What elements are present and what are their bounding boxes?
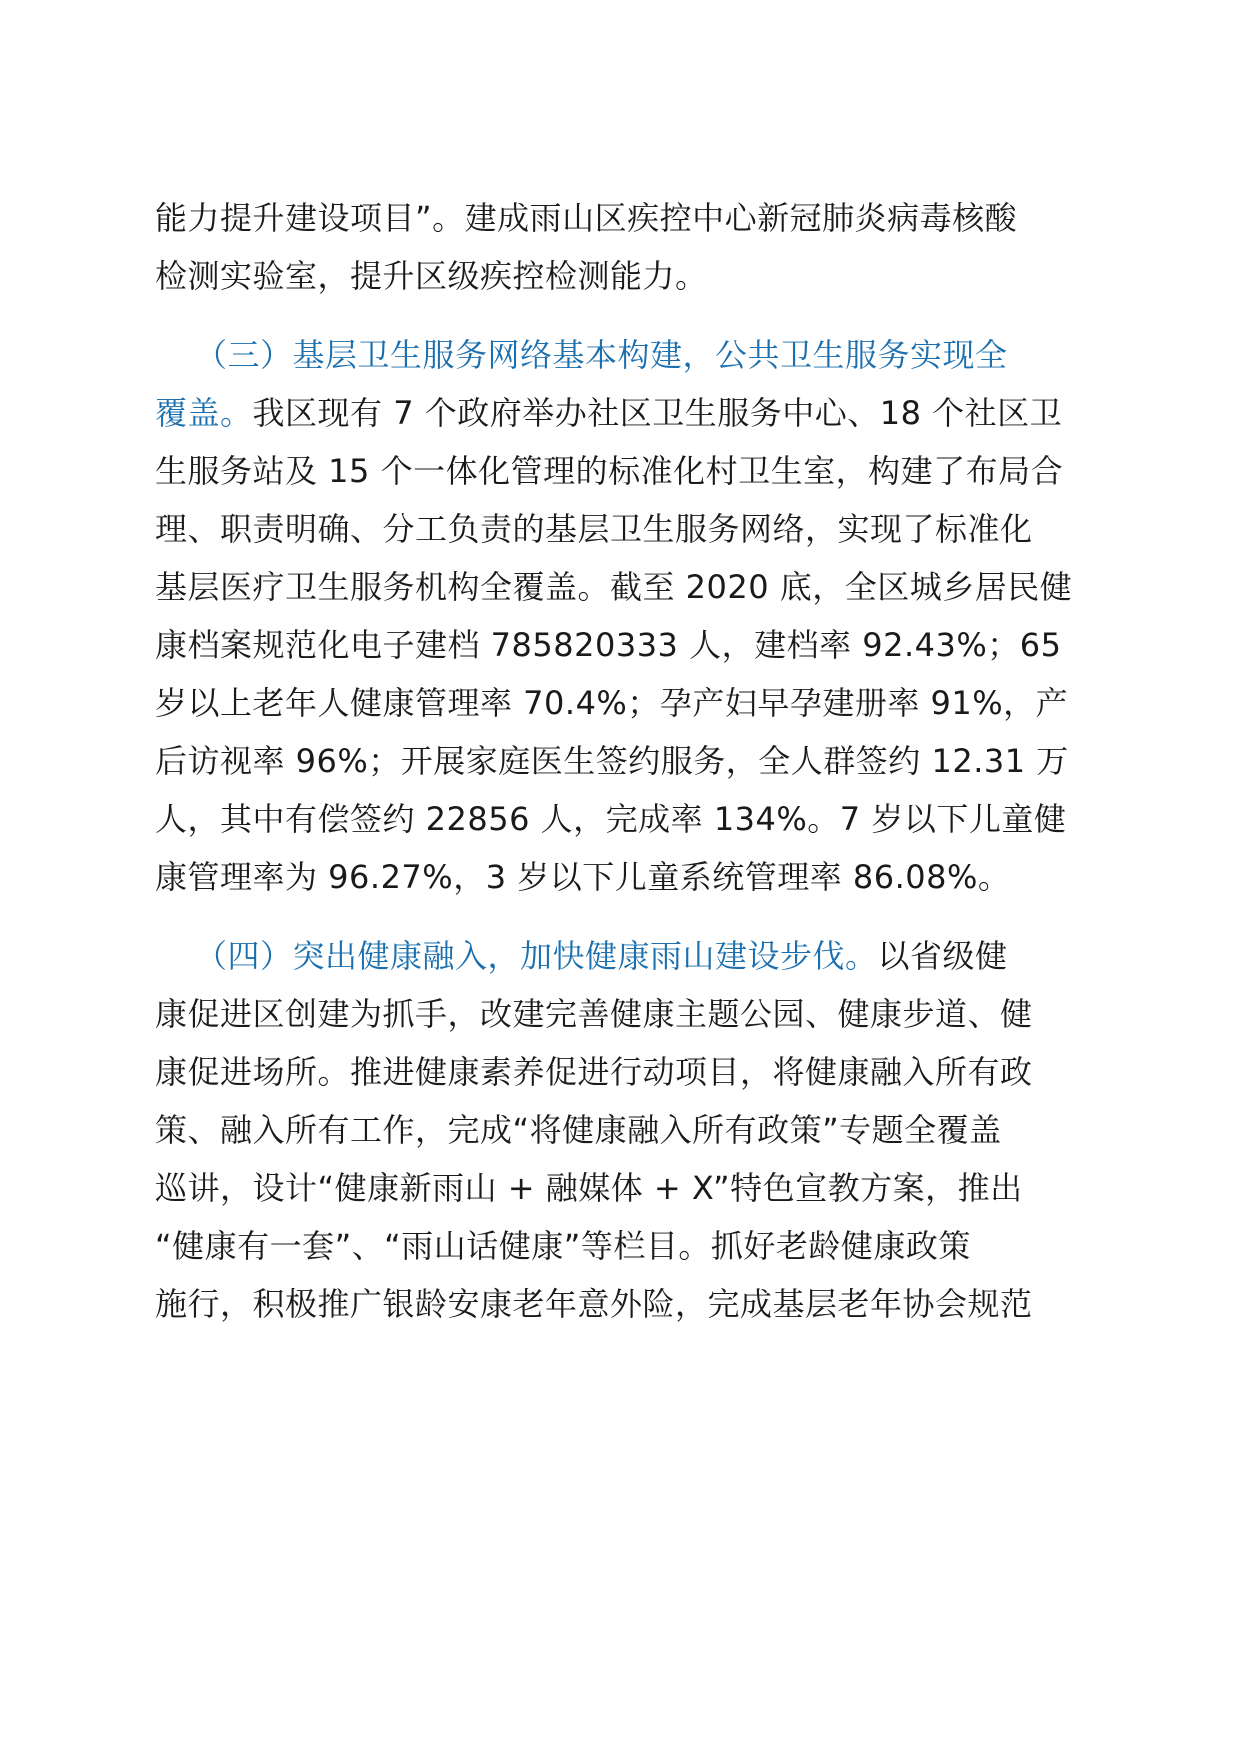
paragraph-line xyxy=(155,793,1095,845)
paragraph-line xyxy=(155,561,1095,613)
paragraph-line xyxy=(155,503,1095,555)
paragraph-line xyxy=(195,930,1095,982)
section-heading: （四）突出健康融入，加快健康雨山建设步伐。 xyxy=(195,937,878,975)
body-text: 康促进区创建为抓手，改建完善健康主题公园、健康步道、健 xyxy=(155,995,1033,1033)
paragraph-line xyxy=(155,1220,1095,1272)
paragraph-line xyxy=(155,1104,1095,1156)
body-text: 康促进场所。推进健康素养促进行动项目，将健康融入所有政 xyxy=(155,1053,1033,1091)
paragraph-line xyxy=(155,988,1095,1040)
section-heading: 覆盖。 xyxy=(155,394,253,432)
paragraph-line xyxy=(155,445,1095,497)
paragraph-line xyxy=(155,677,1095,729)
body-text: 生服务站及 15 个一体化管理的标准化村卫生室，构建了布局合 xyxy=(155,452,1064,490)
body-text: “健康有一套”、“雨山话健康”等栏目。抓好老龄健康政策 xyxy=(155,1227,971,1265)
body-text: 人，其中有偿签约 22856 人，完成率 134%。7 岁以下儿童健 xyxy=(155,800,1067,838)
body-text: 施行，积极推广银龄安康老年意外险，完成基层老年协会规范 xyxy=(155,1285,1033,1323)
paragraph-line xyxy=(155,387,1095,439)
body-text: 巡讲，设计“健康新雨山 + 融媒体 + X”特色宣教方案，推出 xyxy=(155,1169,1023,1207)
body-text: 岁以上老年人健康管理率 70.4%；孕产妇早孕建册率 91%，产 xyxy=(155,684,1069,722)
paragraph-line xyxy=(155,1278,1095,1330)
paragraph-line xyxy=(155,1162,1095,1214)
body-text: 理、职责明确、分工负责的基层卫生服务网络，实现了标准化 xyxy=(155,510,1033,548)
paragraph-line xyxy=(155,735,1095,787)
body-text: 策、融入所有工作，完成“将健康融入所有政策”专题全覆盖 xyxy=(155,1111,1002,1149)
body-text: 康管理率为 96.27%，3 岁以下儿童系统管理率 86.08%。 xyxy=(155,858,1011,896)
body-text: 能力提升建设项目”。建成雨山区疾控中心新冠肺炎病毒核酸 xyxy=(155,199,1018,237)
body-text: 以省级健 xyxy=(877,937,1008,975)
body-text: 基层医疗卫生服务机构全覆盖。截至 2020 底，全区城乡居民健 xyxy=(155,568,1073,606)
section-heading: （三）基层卫生服务网络基本构建，公共卫生服务实现全 xyxy=(195,336,1008,374)
paragraph-line xyxy=(155,250,1095,302)
body-text: 我区现有 7 个政府举办社区卫生服务中心、18 个社区卫 xyxy=(252,394,1063,432)
paragraph-line xyxy=(155,1046,1095,1098)
body-text: 检测实验室，提升区级疾控检测能力。 xyxy=(155,257,708,295)
paragraph-line xyxy=(155,851,1095,903)
paragraph-line xyxy=(195,329,1095,381)
body-text: 康档案规范化电子建档 785820333 人，建档率 92.43%；65 xyxy=(155,626,1062,664)
body-text: 后访视率 96%；开展家庭医生签约服务，全人群签约 12.31 万 xyxy=(155,742,1069,780)
paragraph-line xyxy=(155,192,1095,244)
paragraph-line xyxy=(155,619,1095,671)
